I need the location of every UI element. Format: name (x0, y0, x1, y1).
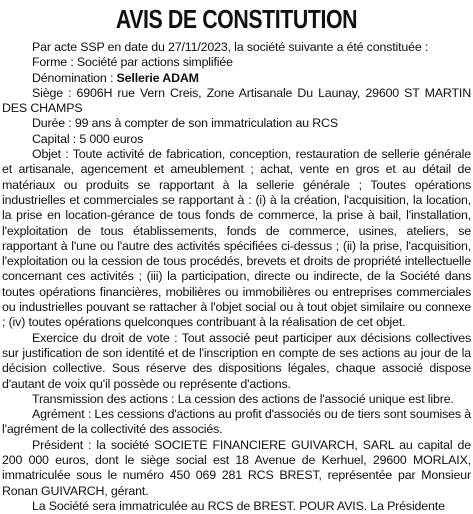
paragraph-president: Président : la société SOCIETE FINANCIERE GUIVARCH, SARL au capital de 200 000 euros, dont le siège social est 18 Avenue de Kerhuel, 29600 MORLAIX, immatriculée sous le numéro 450 069 281 RCS BREST, représentée par Monsieur Ronan GUIVARCH, gérant. (2, 437, 471, 498)
paragraph-denomination (2, 71, 471, 86)
paragraph-acte: Par acte SSP en date du 27/11/2023, la société suivante a été constituée : (32, 40, 429, 54)
paragraph-duree: Durée : 99 ans à compter de son immatriculation au RCS (32, 116, 338, 131)
denomination-label: Dénomination : (32, 70, 117, 85)
paragraph-vote: Exercice du droit de vote : Tout associé peut participer aux décisions collectives sur justification de son identité et de l'inscription en compte de ses actions au jour de la décision collective. Sous réserve des dispositions légales, chaque associé dispose d'autant de voix qu'il possède ou représente d'actions. (2, 330, 471, 391)
denomination-value: Sellerie ADAM (116, 70, 199, 85)
paragraph-objet: Objet : Toute activité de fabrication, conception, restauration de sellerie générale et artisanale, agencement et ameublement ; achat, vente en gros et au détail de matériaux ou produits se rapportant à la sellerie générale ; Toutes opérations industrielles et commerciales se rapportant à : (i) à la création, l'acquisition, la location, la prise en location-gérance de tous fonds de commerce, la prise à bail, l'installation, l'exploitation de tous établissements, fonds de commerce, usines, ateliers, se rapportant à l'une ou l'autre des activités spécifiées ci-dessus ; (ii) la prise, l'acquisition, l'exploitation ou la cession de tous procédés, brevets et droits de propriété intellectuelle concernant ces activités ; (iii) la participation, directe ou indirecte, de la Société dans toutes opérations financières, mobilières ou immobilières ou entreprises commerciales ou industrielles pouvant se rattacher à l'objet social ou à tout objet similaire ou connexe ; (iv) toutes opérations quelconques contribuant à la réalisation de cet objet. (2, 147, 471, 330)
paragraph-capital: Capital : 5 000 euros (32, 131, 144, 146)
paragraph-siege: Siège : 6906H rue Vern Creis, Zone Artisanale Du Launay, 29600 ST MARTIN DES CHAMPS (2, 85, 471, 116)
paragraph-agrement: Agrément : Les cessions d'actions au profit d'associés ou de tiers sont soumises à l'agrément de la collectivité des associés. (2, 407, 471, 437)
paragraph-cloture: La Société sera immatriculée au RCS de BREST. POUR AVIS. La Présidente (32, 498, 445, 513)
paragraph-transmission: Transmission des actions : La cession des actions de l'associé unique est libre. (32, 391, 454, 406)
notice-body (2, 40, 471, 514)
paragraph-forme: Forme : Société par actions simplifiée (32, 55, 233, 70)
notice-title: AVIS DE CONSTITUTION (115, 4, 358, 34)
